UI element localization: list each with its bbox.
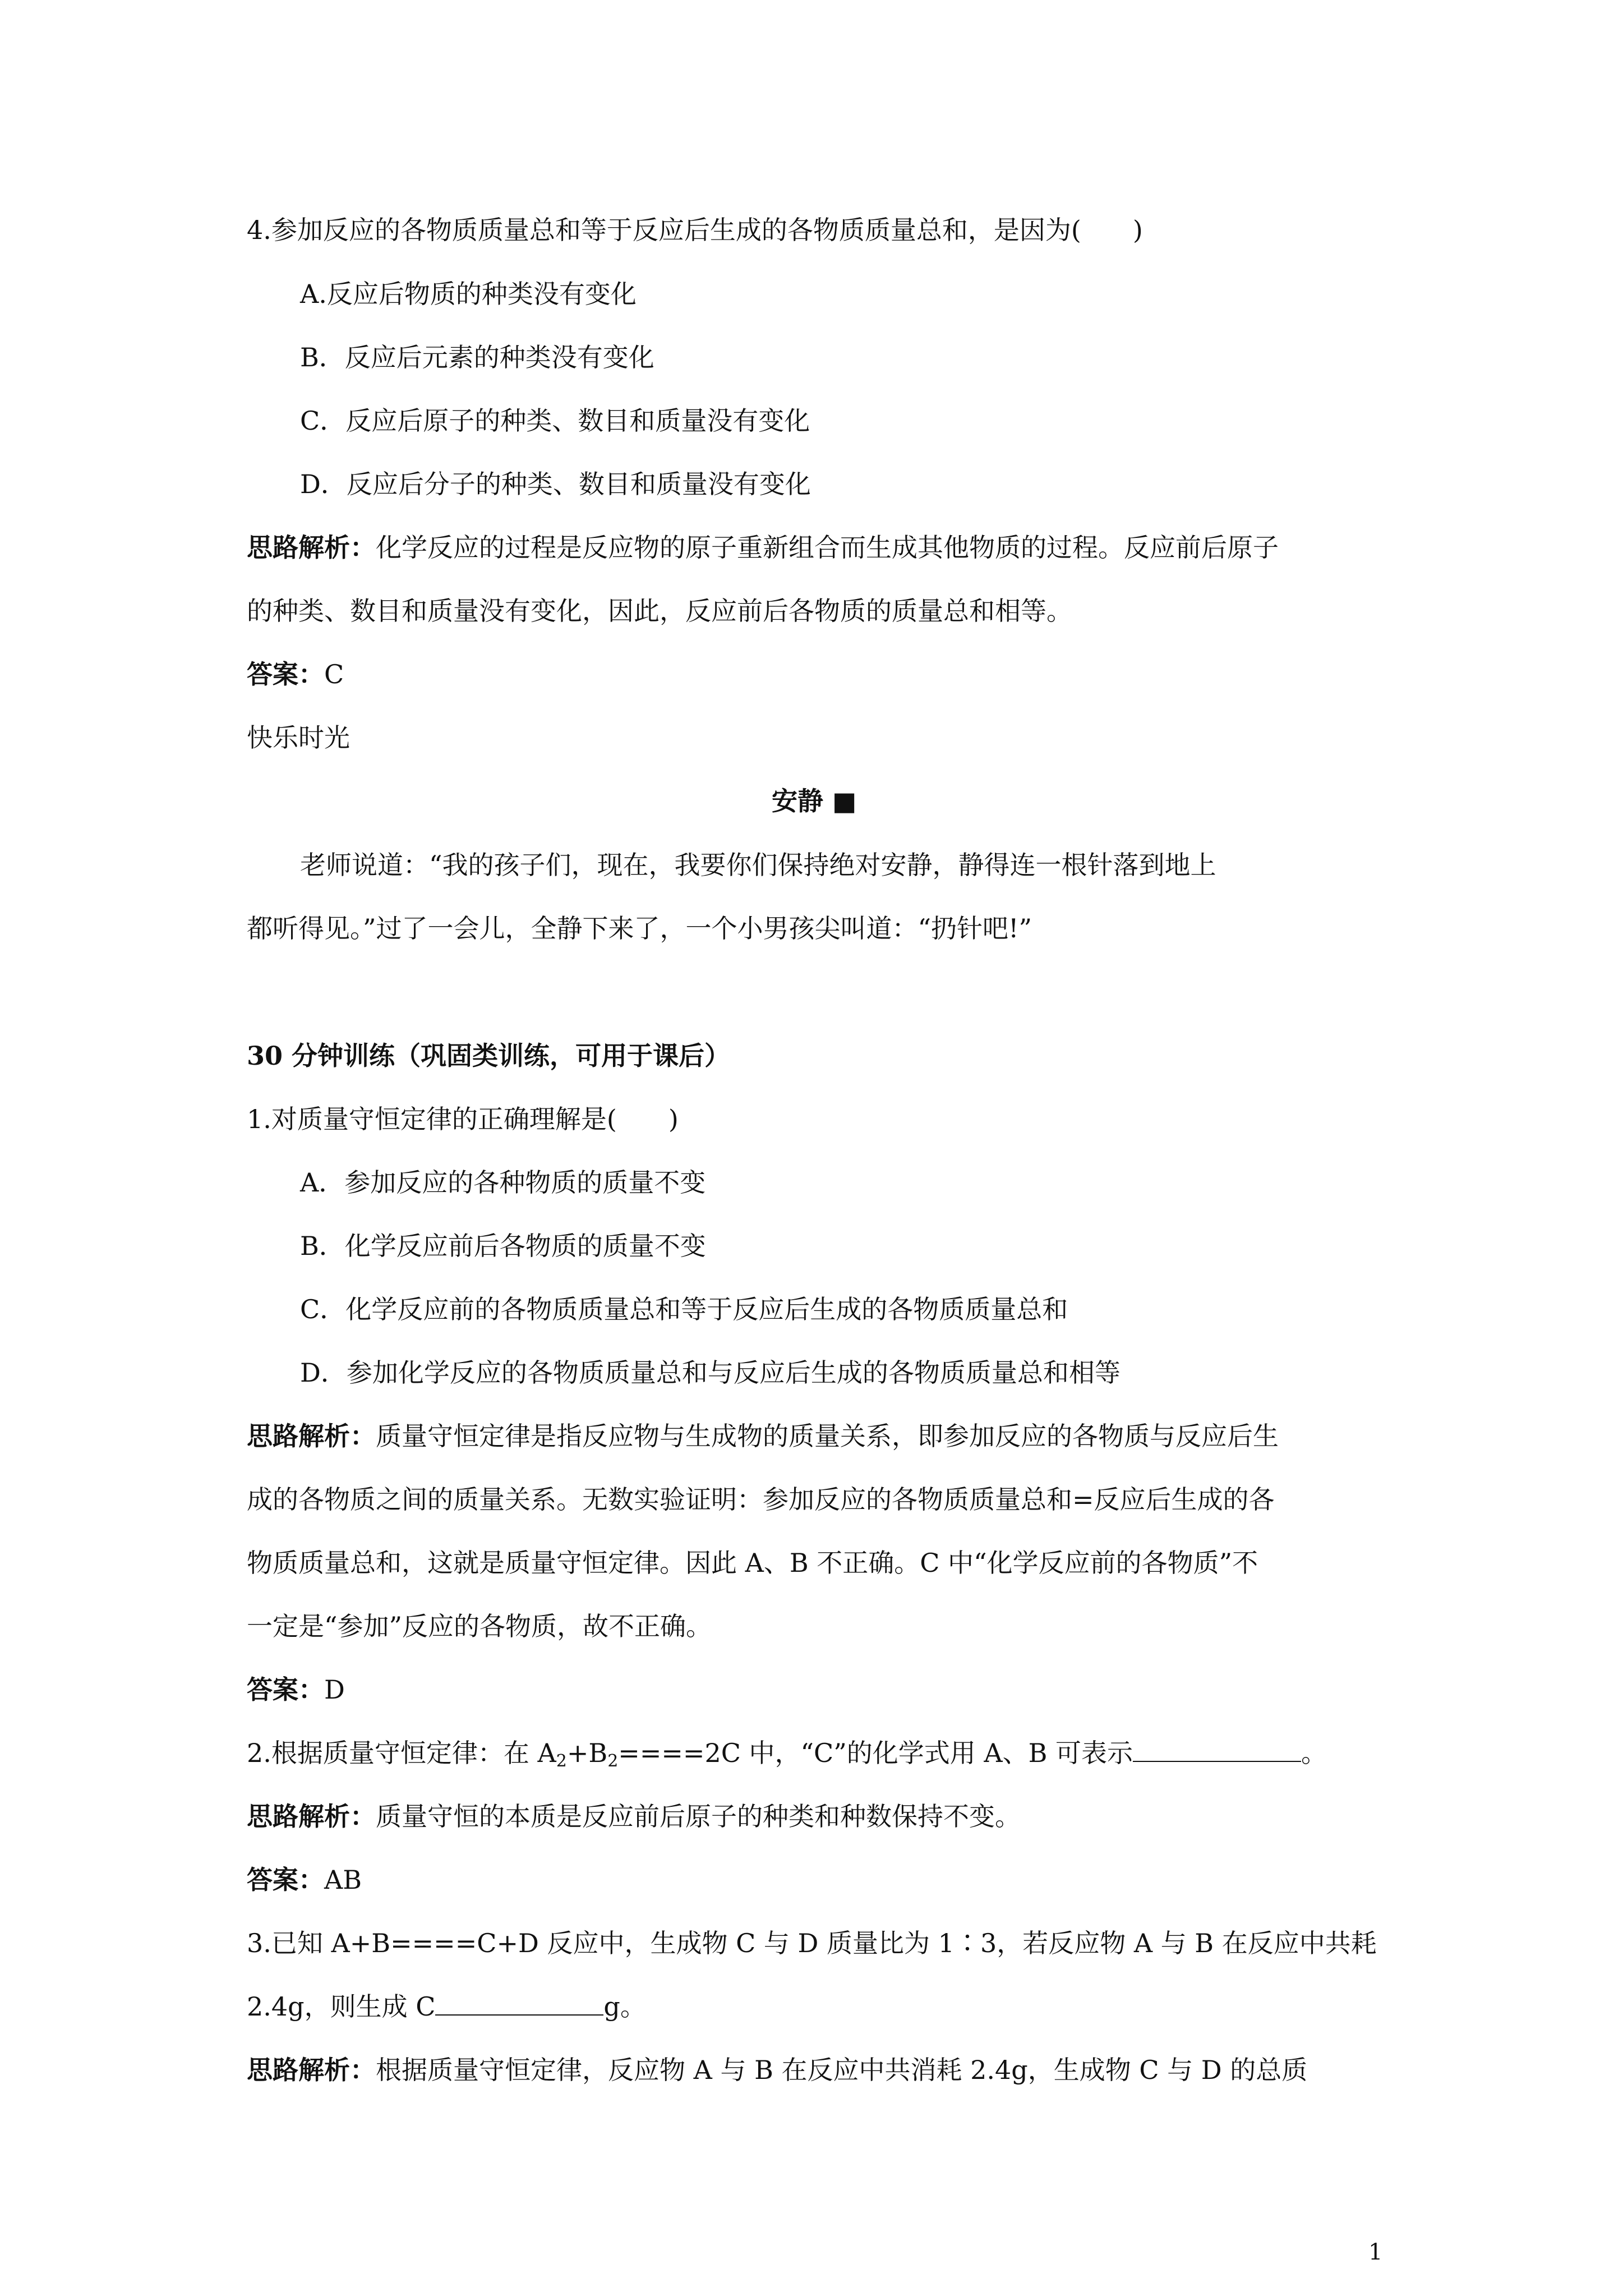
answer-label: 答案： <box>247 1674 324 1705</box>
q3-analysis <box>247 2053 1307 2087</box>
q3-stem-line-2 <box>247 1990 646 2023</box>
q2-stem-part-b: +B <box>566 1738 608 1768</box>
q2-stem-part-a: 2.根据质量守恒定律：在 A <box>247 1738 556 1768</box>
analysis-label: 思路解析： <box>247 2055 376 2085</box>
q2-analysis <box>247 1800 1021 1833</box>
q3-stem-line-1: 3.已知 A+B====C+D 反应中，生成物 C 与 D 质量比为 1∶3，若反应物 A 与 B 在反应中共耗 <box>247 1928 1377 1958</box>
q4-answer <box>247 657 344 691</box>
q1-analysis-line-2: 成的各物质之间的质量关系。无数实验证明：参加反应的各物质质量总和=反应后生成的各 <box>247 1484 1275 1515</box>
happy-time-section: 快乐时光 <box>247 723 350 753</box>
q2-answer-value: AB <box>324 1865 362 1895</box>
happy-time-title: 安静 ■ <box>772 786 857 816</box>
happy-time-line-2: 都听得见。”过了一会儿，全静下来了，一个小男孩尖叫道：“扔针吧!” <box>247 913 1032 944</box>
q4-analysis-line-1 <box>247 531 1279 564</box>
happy-time-line-1: 老师说道：“我的孩子们，现在，我要你们保持绝对安静，静得连一根针落到地上 <box>300 850 1216 880</box>
q4-option-b: B．反应后元素的种类没有变化 <box>300 342 654 372</box>
q4-answer-value: C <box>324 659 344 689</box>
q4-analysis-line-2: 的种类、数目和质量没有变化，因此，反应前后各物质的质量总和相等。 <box>247 596 1072 626</box>
q1-answer-value: D <box>324 1674 345 1705</box>
q4-option-c: C．反应后原子的种类、数目和质量没有变化 <box>300 406 810 436</box>
q3-stem-part-a: 2.4g，则生成 C <box>247 1991 436 2022</box>
page-number: 1 <box>1368 2239 1383 2265</box>
q1-option-c: C．化学反应前的各物质质量总和等于反应后生成的各物质质量总和 <box>300 1294 1068 1324</box>
q4-option-d: D．反应后分子的种类、数目和质量没有变化 <box>300 469 811 499</box>
q2-stem-end: 。 <box>1301 1738 1327 1768</box>
analysis-label: 思路解析： <box>247 1801 376 1832</box>
q1-analysis-line-3: 物质质量总和，这就是质量守恒定律。因此 A、B 不正确。C 中“化学反应前的各物质”不 <box>247 1548 1258 1578</box>
q2-subscript-2: 2 <box>607 1751 619 1771</box>
q4-stem: 4.参加反应的各物质质量总和等于反应后生成的各物质质量总和，是因为( ) <box>247 215 1143 245</box>
q2-subscript-1: 2 <box>556 1751 567 1771</box>
q3-answer-blank[interactable] <box>435 1992 603 2016</box>
q4-analysis-text-1: 化学反应的过程是反应物的原子重新组合而生成其他物质的过程。反应前后原子 <box>376 532 1279 563</box>
q2-answer-blank[interactable] <box>1133 1738 1301 1762</box>
answer-label: 答案： <box>247 659 324 689</box>
answer-label: 答案： <box>247 1865 324 1895</box>
q3-analysis-text: 根据质量守恒定律，反应物 A 与 B 在反应中共消耗 2.4g，生成物 C 与 D 的总质 <box>376 2055 1308 2085</box>
q4-option-a: A.反应后物质的种类没有变化 <box>300 279 637 309</box>
q1-analysis-line-4: 一定是“参加”反应的各物质，故不正确。 <box>247 1611 712 1641</box>
q1-stem: 1.对质量守恒定律的正确理解是( ) <box>247 1104 679 1134</box>
analysis-label: 思路解析： <box>247 532 376 563</box>
q2-answer <box>247 1863 362 1897</box>
q2-stem <box>247 1736 1327 1778</box>
q1-option-b: B．化学反应前后各物质的质量不变 <box>300 1231 706 1261</box>
q1-option-a: A．参加反应的各种物质的质量不变 <box>300 1167 706 1198</box>
section-heading-30min: 30 分钟训练（巩固类训练，可用于课后） <box>247 1041 731 1071</box>
q1-answer <box>247 1673 345 1706</box>
q1-analysis-text-1: 质量守恒定律是指反应物与生成物的质量关系，即参加反应的各物质与反应后生 <box>376 1421 1279 1451</box>
q1-option-d: D．参加化学反应的各物质质量总和与反应后生成的各物质质量总和相等 <box>300 1358 1121 1388</box>
q2-analysis-text: 质量守恒的本质是反应前后原子的种类和种数保持不变。 <box>376 1801 1021 1832</box>
q3-stem-part-b: g。 <box>603 1991 646 2022</box>
analysis-label: 思路解析： <box>247 1421 376 1451</box>
q2-stem-part-c: ====2C 中，“C”的化学式用 A、B 可表示 <box>618 1738 1133 1768</box>
q1-analysis-line-1 <box>247 1419 1279 1453</box>
